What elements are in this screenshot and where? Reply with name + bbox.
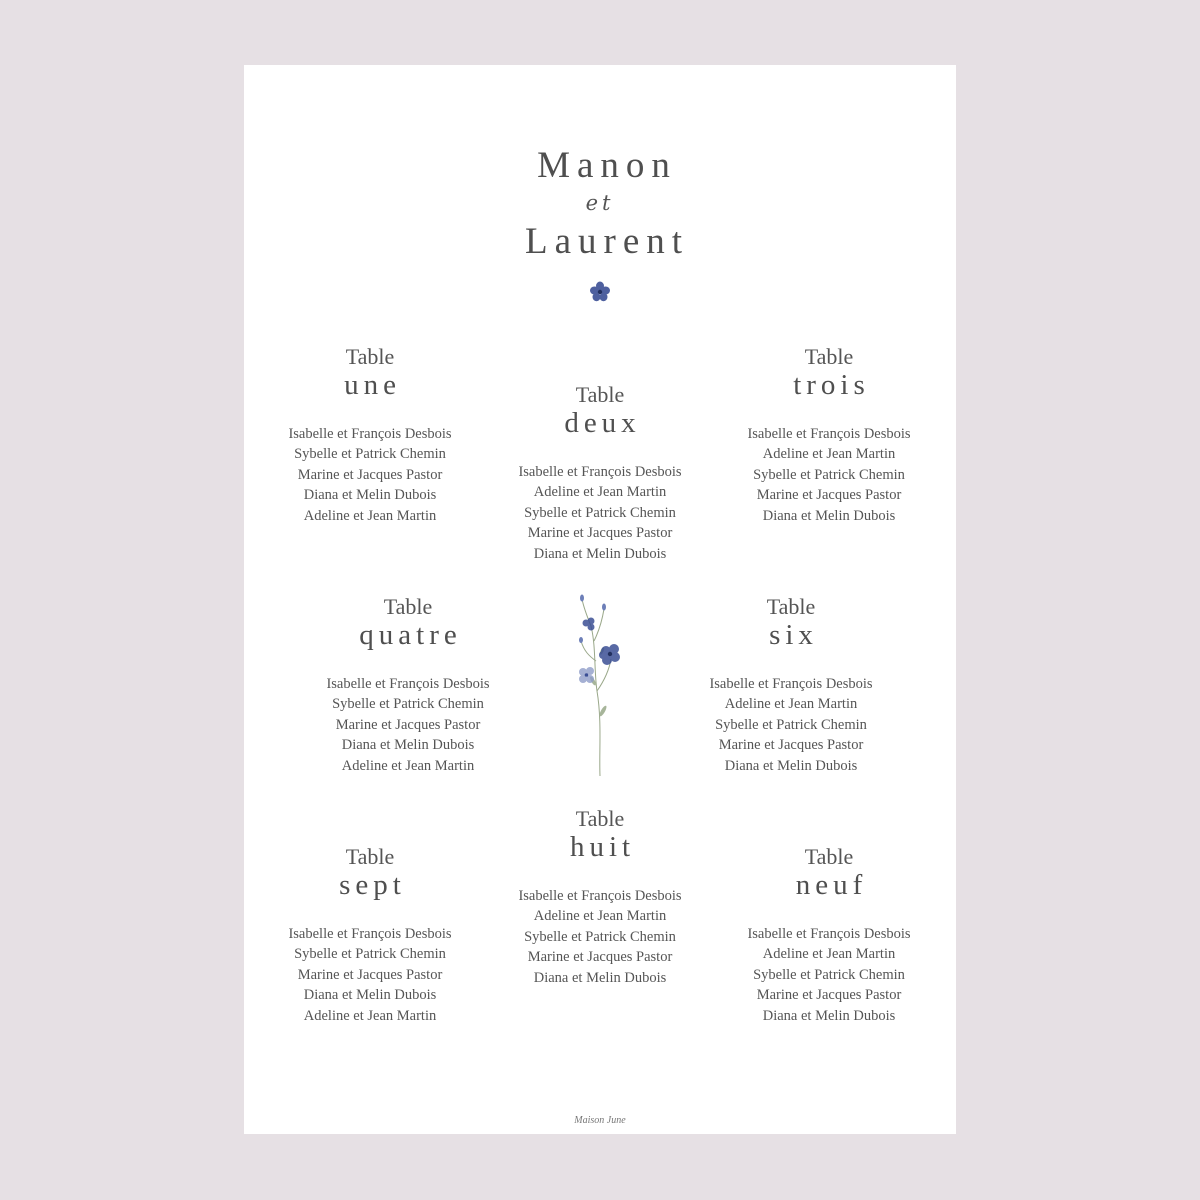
- guest-list: [709, 924, 949, 1026]
- guest-entry: Adeline et Jean Martin: [762, 446, 896, 463]
- guest-entry: Marine et Jacques Pastor: [335, 716, 481, 733]
- table-label: Table: [383, 594, 433, 619]
- guest-entry: Diana et Melin Dubois: [533, 969, 667, 986]
- guest-entry: Adeline et Jean Martin: [303, 507, 437, 524]
- guest-list: [480, 886, 720, 988]
- table-label: Table: [575, 806, 625, 831]
- guest-entry: Isabelle et François Desbois: [747, 426, 911, 442]
- guest-list: [671, 674, 911, 776]
- guest-entry: Marine et Jacques Pastor: [297, 966, 443, 983]
- table-quatre: [288, 596, 528, 776]
- guest-entry: Sybelle et Patrick Chemin: [294, 446, 446, 463]
- table-sept: [250, 846, 490, 1026]
- guest-entry: Marine et Jacques Pastor: [756, 987, 902, 1004]
- guest-list: [250, 424, 490, 526]
- guest-entry: Diana et Melin Dubois: [762, 507, 896, 524]
- guest-entry: Sybelle et Patrick Chemin: [524, 504, 676, 521]
- table-number: quatre: [359, 619, 462, 651]
- table-six: [671, 596, 911, 776]
- guest-entry: Diana et Melin Dubois: [762, 1007, 896, 1024]
- blue-flower-icon: [589, 281, 611, 303]
- guest-entry: Adeline et Jean Martin: [724, 696, 858, 713]
- guest-entry: Isabelle et François Desbois: [326, 676, 490, 692]
- table-trois: [709, 346, 949, 526]
- guest-entry: Diana et Melin Dubois: [341, 737, 475, 754]
- guest-entry: Diana et Melin Dubois: [303, 987, 437, 1004]
- table-number: une: [344, 369, 401, 401]
- table-deux: [480, 384, 720, 564]
- couple-name-second: Laurent: [524, 221, 690, 262]
- guest-entry: Diana et Melin Dubois: [533, 545, 667, 562]
- guest-list: [250, 924, 490, 1026]
- table-number: neuf: [795, 869, 868, 901]
- guest-entry: Sybelle et Patrick Chemin: [753, 466, 905, 483]
- guest-entry: Isabelle et François Desbois: [747, 926, 911, 942]
- guest-entry: Isabelle et François Desbois: [288, 426, 452, 442]
- designer-signature: Maison June: [574, 1115, 626, 1126]
- couple-conjunction: et: [585, 191, 615, 215]
- couple-name-first: Manon: [537, 145, 677, 186]
- guest-entry: Marine et Jacques Pastor: [527, 949, 673, 966]
- guest-entry: Sybelle et Patrick Chemin: [753, 966, 905, 983]
- table-number: huit: [569, 831, 636, 863]
- table-neuf: [709, 846, 949, 1026]
- guest-entry: Isabelle et François Desbois: [518, 464, 682, 480]
- guest-entry: Marine et Jacques Pastor: [297, 466, 443, 483]
- table-number: trois: [793, 369, 870, 401]
- table-label: Table: [766, 594, 816, 619]
- guest-entry: Sybelle et Patrick Chemin: [524, 928, 676, 945]
- guest-entry: Isabelle et François Desbois: [518, 888, 682, 904]
- guest-entry: Sybelle et Patrick Chemin: [294, 946, 446, 963]
- guest-entry: Adeline et Jean Martin: [303, 1007, 437, 1024]
- table-une: [250, 346, 490, 526]
- guest-entry: Isabelle et François Desbois: [709, 676, 873, 692]
- seating-chart-poster: [244, 65, 956, 1134]
- table-label: Table: [804, 844, 854, 869]
- guest-entry: Marine et Jacques Pastor: [718, 737, 864, 754]
- table-number: deux: [564, 407, 641, 439]
- guest-list: [709, 424, 949, 526]
- table-label: Table: [345, 344, 395, 369]
- table-label: Table: [345, 844, 395, 869]
- guest-entry: Adeline et Jean Martin: [762, 946, 896, 963]
- guest-entry: Adeline et Jean Martin: [533, 484, 667, 501]
- guest-entry: Sybelle et Patrick Chemin: [715, 716, 867, 733]
- table-label: Table: [575, 382, 625, 407]
- table-label: Table: [804, 344, 854, 369]
- guest-list: [480, 462, 720, 564]
- guest-list: [288, 674, 528, 776]
- guest-entry: Diana et Melin Dubois: [303, 487, 437, 504]
- guest-entry: Diana et Melin Dubois: [724, 757, 858, 774]
- table-number: six: [769, 619, 818, 651]
- guest-entry: Marine et Jacques Pastor: [756, 487, 902, 504]
- table-number: sept: [339, 869, 406, 901]
- guest-entry: Marine et Jacques Pastor: [527, 525, 673, 542]
- guest-entry: Adeline et Jean Martin: [341, 757, 475, 774]
- guest-entry: Isabelle et François Desbois: [288, 926, 452, 942]
- guest-entry: Sybelle et Patrick Chemin: [332, 696, 484, 713]
- table-huit: [480, 808, 720, 988]
- guest-entry: Adeline et Jean Martin: [533, 908, 667, 925]
- flower-stem-illustration: [569, 591, 629, 776]
